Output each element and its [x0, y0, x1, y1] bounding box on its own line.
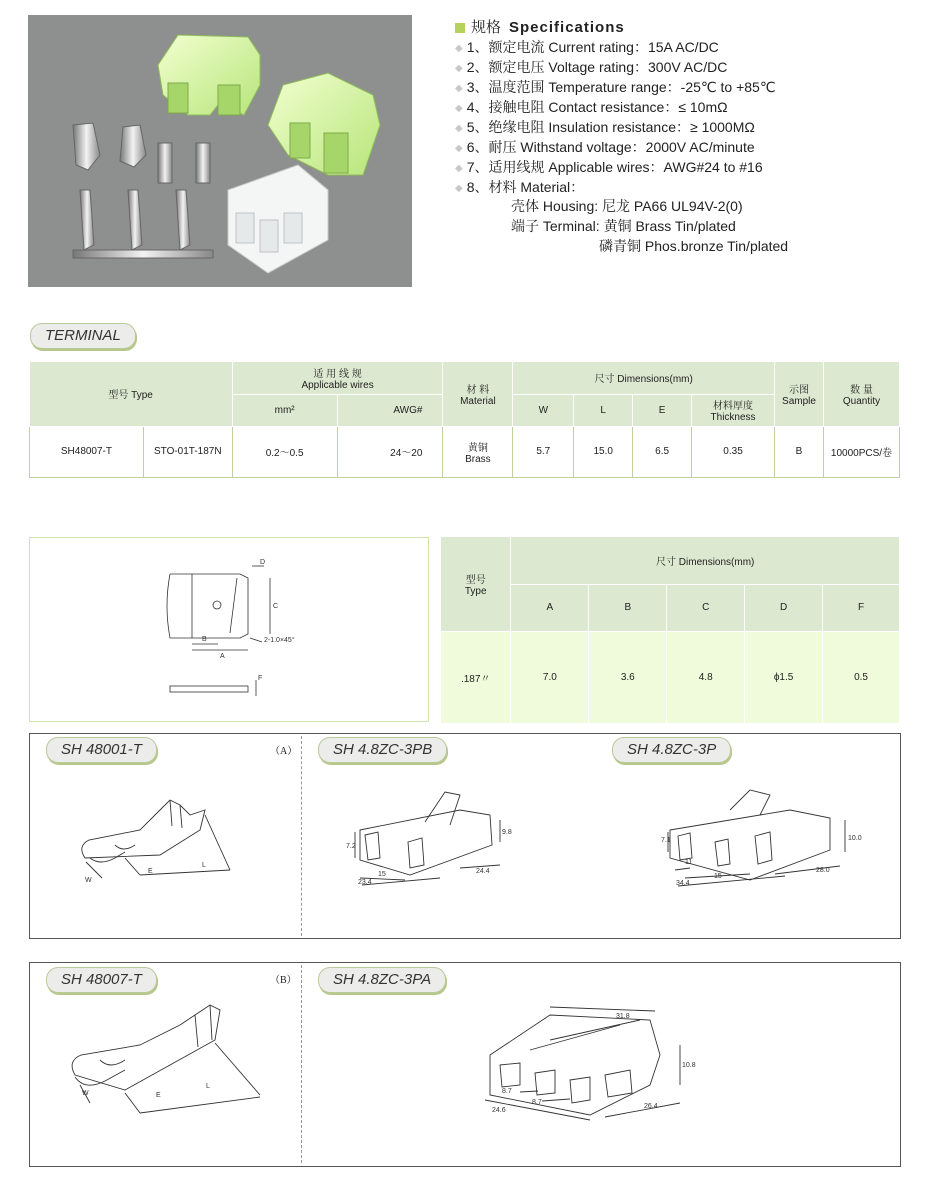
spec-line: ◆ 4、接触电阻 Contact resistance：≤ 10mΩ — [455, 99, 728, 115]
a-h2-d1: 7.1 — [661, 837, 671, 844]
label-sh48zc3pb: SH 4.8ZC-3PB — [318, 737, 447, 763]
spec-line: ◆ 1、额定电流 Current rating：15A AC/DC — [455, 39, 719, 55]
product-photo — [28, 15, 412, 287]
square-bullet-icon — [455, 23, 465, 33]
spec-line: ◆ 2、额定电压 Voltage rating：300V AC/DC — [455, 59, 728, 75]
a-h1-d3: 23.4 — [358, 879, 372, 886]
spec-line: ◆ 3、温度范围 Temperature range：-25℃ to +85℃ — [455, 79, 776, 95]
a-h2-d4: 34.4 — [676, 880, 690, 887]
spec-terminal-2: 磷青铜 Phos.bronze Tin/plated — [599, 238, 789, 254]
th-dimensions: 尺寸 Dimensions(mm) — [511, 537, 900, 584]
th-w: W — [513, 394, 574, 426]
diamond-bullet-icon: ◆ — [455, 123, 463, 134]
th-mm2: mm² — [232, 394, 337, 426]
th-e: E — [633, 394, 692, 426]
spec-line: ◆ 8、材料 Material： — [455, 179, 585, 195]
a-t-e: E — [148, 868, 153, 875]
spec-line: ◆ 5、绝缘电阻 Insulation resistance：≥ 1000MΩ — [455, 119, 755, 135]
diamond-bullet-icon: ◆ — [455, 103, 463, 114]
b-t-e: E — [156, 1092, 161, 1099]
table-row: .187〃 7.0 3.6 4.8 ϕ1.5 0.5 — [441, 631, 900, 723]
b-h-d6: 26.4 — [644, 1103, 658, 1110]
th-material: 材 料 Material — [443, 362, 513, 426]
spec-housing: 壳体 Housing: 尼龙 PA66 UL94V-2(0) — [511, 198, 743, 214]
tab-dimension-table: 型号 Type 尺寸 Dimensions(mm) A B C D F .187〃 7.0 3.6 4.8 ϕ1.5 0.5 — [441, 537, 900, 723]
th-awg: AWG# — [337, 394, 443, 426]
b-h-d5: 24.6 — [492, 1107, 506, 1114]
label-sh48001t: SH 48001-T — [46, 737, 157, 763]
a-h1-d1: 7.2 — [346, 843, 356, 850]
b-h-d3: 8.7 — [502, 1088, 512, 1095]
th-dimensions: 尺寸 Dimensions(mm) — [513, 362, 775, 394]
diamond-bullet-icon: ◆ — [455, 43, 463, 54]
a-h2-d2: 11 — [685, 859, 693, 866]
diamond-bullet-icon: ◆ — [455, 63, 463, 74]
a-h2-d6: 28.0 — [816, 867, 830, 874]
b-t-l: L — [206, 1083, 210, 1090]
b-h-d1: 31.8 — [616, 1013, 630, 1020]
b-h-d4: 8.7 — [532, 1099, 542, 1106]
th-thickness: 材料厚度 Thickness — [692, 394, 775, 426]
panel-b-letter: （B） — [270, 975, 297, 986]
label-sh48zc3pa: SH 4.8ZC-3PA — [318, 967, 446, 993]
th-quantity: 数 量 Quantity — [823, 362, 899, 426]
specifications-heading — [455, 16, 625, 37]
dim-d: D — [260, 559, 266, 566]
a-h1-d4: 9.8 — [502, 829, 512, 836]
th-wires: 适 用 线 规 Applicable wires — [232, 362, 443, 394]
panel-a-letter: （A） — [270, 746, 298, 757]
a-t-l: L — [202, 862, 206, 869]
spec-terminal: 端子 Terminal: 黄铜 Brass Tin/plated — [511, 218, 736, 234]
a-h1-d5: 24.4 — [476, 868, 490, 875]
spec-line: ◆ 6、耐压 Withstand voltage：2000V AC/minute — [455, 139, 755, 155]
label-sh48zc3p: SH 4.8ZC-3P — [612, 737, 731, 763]
dim-c: C — [273, 603, 279, 610]
label-sh48007t: SH 48007-T — [46, 967, 157, 993]
diamond-bullet-icon: ◆ — [455, 183, 463, 194]
th-type: 型号 Type — [441, 537, 511, 631]
b-h-d2: 10.8 — [682, 1062, 696, 1069]
spec-title-cn: 规格 — [471, 19, 502, 36]
a-h2-d5: 10.0 — [848, 835, 862, 842]
tab-dimension-drawing — [29, 537, 429, 722]
th-sample: 示图 Sample — [775, 362, 824, 426]
th-type: 型号 Type — [30, 362, 233, 426]
dim-b: B — [202, 636, 207, 643]
table-row: SH48007-T STO-01T-187N 0.2～0.5 24～20 黄铜 Brass 5.7 15.0 6.5 0.35 B 10000PCS/卷 — [30, 426, 900, 477]
panel-a-drawings — [30, 770, 898, 935]
spec-line: ◆ 7、适用线规 Applicable wires：AWG#24 to #16 — [455, 159, 763, 175]
dim-chamfer: 2-1.0×45° — [264, 637, 295, 644]
dim-a: A — [220, 653, 225, 660]
a-t-w: W — [85, 877, 92, 884]
spec-title-en: Specifications — [509, 19, 625, 36]
th-l: L — [574, 394, 633, 426]
b-t-w: W — [82, 1090, 89, 1097]
dim-f: F — [258, 675, 263, 682]
panel-b-drawings — [30, 995, 898, 1160]
terminal-table — [29, 362, 900, 478]
terminal-label: TERMINAL — [30, 323, 136, 349]
a-h1-d2: 15 — [378, 871, 386, 878]
a-h2-d3: 15 — [714, 873, 722, 880]
diamond-bullet-icon: ◆ — [455, 143, 463, 154]
diamond-bullet-icon: ◆ — [455, 163, 463, 174]
diamond-bullet-icon: ◆ — [455, 83, 463, 94]
